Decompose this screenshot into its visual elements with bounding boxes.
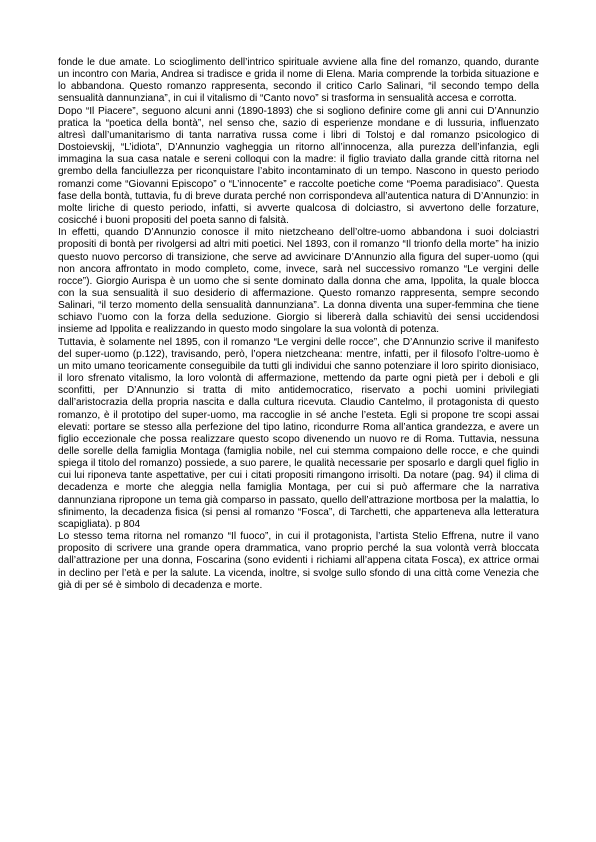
document-page <box>58 57 539 592</box>
paragraph: Lo stesso tema ritorna nel romanzo “Il fuoco”, in cui il protagonista, l’artista Stelio Effrena, nutre il vano proposito di scrivere una grande opera drammatica, vano proprio perché la sua volontà verrà bloccata dall’attrazione per una donna, Foscarina (sono evidenti i richiami all’appena citata Fosca), ex attrice ormai in declino per l’età e per la salute. La vicenda, inoltre, si svolge sullo sfondo di una città come Venezia che già di per sé è simbolo di decadenza e morte. <box>58 531 539 591</box>
paragraph: fonde le due amate. Lo scioglimento dell’intrico spirituale avviene alla fine del romanzo, quando, durante un incontro con Maria, Andrea si tradisce e grida il nome di Elena. Maria comprende la torbida situazione e lo abbandona. Questo romanzo rappresenta, secondo il critico Carlo Salinari, “il secondo tempo della sensualità dannunziana”, in cui il vitalismo di “Canto novo” si trasforma in sensualità accesa e corrotta. <box>58 57 539 105</box>
paragraph: Tuttavia, è solamente nel 1895, con il romanzo “Le vergini delle rocce”, che D’Annunzio scrive il manifesto del super-uomo (p.122), travisando, però, l’opera nietzcheana: mentre, infatti, per il filosofo l’oltre-uomo è un mito umano teoricamente conseguibile da tutti gli individui che sanno potenziare il loro spirito dionisiaco, il loro sfrenato vitalismo, la loro volontà di affermazione, mettendo da parte ogni pietà per i deboli e gli sconfitti, per D’Annunzio si tratta di mito antidemocratico, riservato a pochi uomini privilegiati dall’aristocrazia della propria nascita e dalla cultura ricevuta. Claudio Cantelmo, il protagonista di questo romanzo, è il prototipo del super-uomo, ma raccoglie in sé anche l’esteta. Egli si propone tre scopi assai elevati: portare se stesso alla perfezione del tipo latino, ricondurre Roma all’antica grandezza, e avere un figlio eccezionale che possa realizzare questo scopo divenendo un nuovo re di Roma. Tuttavia, nessuna delle sorelle della famiglia Montaga (famiglia nobile, nel cui stemma compaiono delle rocce, e che quindi spiega il titolo del romanzo) possiede, a suo parere, le qualità necessarie per sposarlo e dargli quel figlio in cui lui riponeva tante aspettative, per cui i citati propositi rimangono irrisolti. Da notare (pag. 94) il clima di decadenza e morte che aleggia nella famiglia Montaga, per cui si può affermare che la narrativa dannunziana ripropone un tema già comparso in passato, quello dell’attrazione mortbosa per la malattia, lo sfinimento, la decadenza fisica (si pensi al romanzo “Fosca”, di Tarchetti, che apparteneva alla letteratura scapigliata). p 804 <box>58 336 539 530</box>
paragraph: Dopo “Il Piacere”, seguono alcuni anni (1890-1893) che si sogliono definire come gli anni cui D’Annunzio pratica la “poetica della bontà”, nel senso che, sazio di esperienze mondane e di lussuria, influenzato altresì dall’umanitarismo di tanta narrativa russa come i libri di Tolstoj e dal romanzo psicologico di Dostoievskij, “L’idiota”, D’Annunzio vagheggia un ritorno all’innocenza, alla purezza dell’infanzia, egli immagina la sua casa natale e sereni colloqui con la madre: il figlio traviato dalla grande città ritorna nel grembo della fanciullezza per riconquistare l’abito incontaminato di un tempo. Nascono in questo periodo romanzi come “Giovanni Episcopo” o “L’innocente” e raccolte poetiche come “Poema paradisiaco”. Questa fase della bontà, tuttavia, fu di breve durata perché non corrispondeva all’autentica natura di D’Annunzio: in molte liriche di questo periodo, infatti, si avverte qualcosa di dolciastro, si avvertono delle forzature, cosicché i buoni propositi del poeta sanno di falsità. <box>58 105 539 227</box>
paragraph: In effetti, quando D’Annunzio conosce il mito nietzcheano dell’oltre-uomo abbandona i suoi dolciastri propositi di bontà per rivolgersi ad altri miti poetici. Nel 1893, con il romanzo “Il trionfo della morte” ha inizio questo nuovo percorso di transizione, che serve ad avvicinare D’Annunzio alla figura del super-uomo (qui non ancora affrontato in modo completo, come, invece, sarà nel successivo romanzo “Le vergini delle rocce”). Giorgio Aurispa è un uomo che si sente dominato dalla donna che ama, Ippolita, la quale blocca con la sua sensualità il suo desiderio di affermazione. Questo romanzo rappresenta, sempre secondo Salinari, “il terzo momento della sensualità dannunziana”. La donna diventa una super-femmina che tiene schiavo l’uomo con la forza della seduzione. Giorgio si libererà dalla schiavitù dei sensi uccidendosi insieme ad Ippolita e realizzando in questo modo singolare la sua volontà di potenza. <box>58 227 539 336</box>
